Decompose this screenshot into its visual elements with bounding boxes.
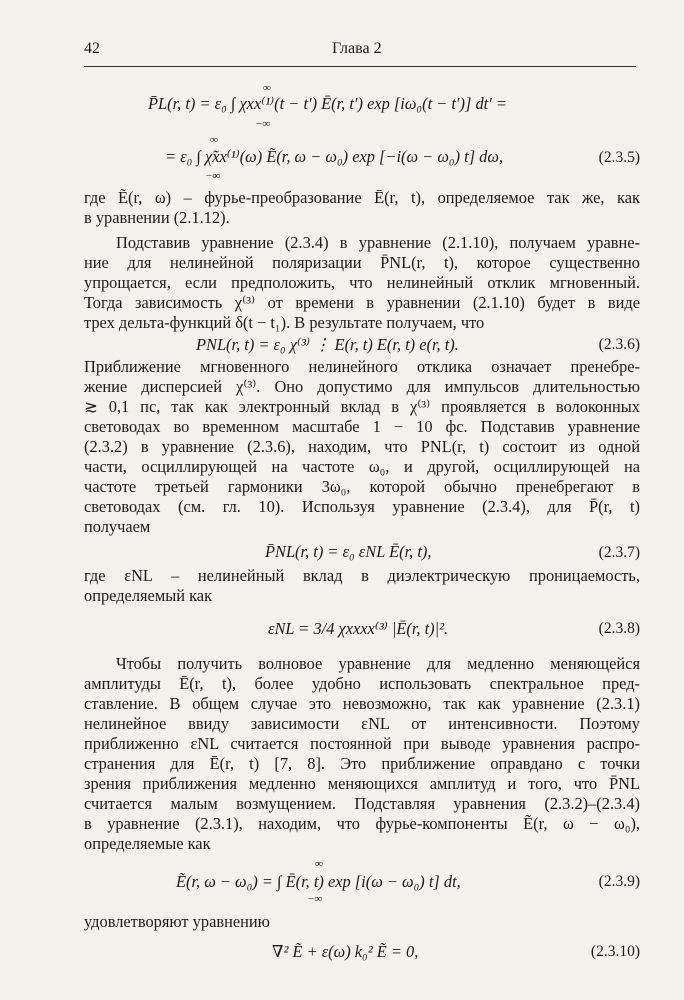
equation-number: (2.3.8) [598,620,640,637]
text-line: в уравнение (2.3.1), находим, что фурье-компоненты Ẽ(r, ω − ω₀), [84,814,640,833]
text-line: определяемые как [84,834,211,853]
text-line: ние для нелинейной поляризации P̄NL(r, t), которое существенно [84,253,640,272]
text-line: Приближение мгновенного нелинейного отклика означает пренебре- [84,357,640,376]
page-number: 42 [84,40,100,57]
equation-number: (2.3.10) [590,943,640,960]
equation-2-3-7: P̄NL(r, t) = ε₀ εNL Ē(r, t), [265,542,432,561]
equation-2-3-9: Ẽ(r, ω − ω₀) = ∫ Ē(r, t) exp [i(ω − ω₀) t] dt, [176,872,461,891]
paragraph-first-line: Подставив уравнение (2.3.4) в уравнение (2.1.10), получаем уравне- [116,233,640,252]
text-line: удовлетворяют уравнению [84,912,270,931]
text-line: (2.3.2) в уравнение (2.3.6), находим, что PNL(r, t) состоит из одной [84,437,640,456]
text-line: нелинейное ввиду зависимости εNL от интенсивности. Поэтому [84,714,640,733]
equation-2-3-5-line1: P̄L(r, t) = ε₀ ∫ χxx⁽¹⁾(t − t′) Ē(r, t′) exp [iω₀(t − t′)] dt′ = [148,94,507,113]
equation-number: (2.3.5) [598,149,640,166]
integral-upper-limit: ∞ [210,134,218,146]
text-line: частоте третьей гармоники 3ω₀, которой обычно пренебрегают в [84,477,640,496]
text-line: световодах во временном масштабе 1 − 10 фс. Подставив уравнение [84,417,640,436]
equation-2-3-5-line2: = ε₀ ∫ χ̃xx⁽¹⁾(ω) Ẽ(r, ω − ω₀) exp [−i(ω − ω₀) t] dω, [165,147,504,166]
text-line: в уравнении (2.1.12). [84,208,230,227]
equation-2-3-8: εNL = 3/4 χxxxx⁽³⁾ |Ē(r, t)|². [268,619,449,638]
text-line: где Ẽ(r, ω) – фурье-преобразование Ē(r, t), определяемое так же, как [84,188,640,207]
text-line: считается малым возмущением. Подставляя уравнения (2.3.2)–(2.3.4) [84,794,640,813]
text-line: части, осциллирующей на частоте ω₀, и другой, осциллирующей на [84,457,640,476]
text-line: определяемый как [84,586,213,605]
header-rule [84,66,636,67]
text-line: трех дельта-функций δ(t − t₁). В результате получаем, что [84,313,485,332]
text-line: амплитуды Ē(r, t), более удобно использовать спектральное пред- [84,674,640,693]
equation-2-3-6: PNL(r, t) = ε₀ χ⁽³⁾ ⋮ E(r, t) E(r, t) e(r, t). [196,335,459,354]
equation-2-3-10: ∇² Ẽ + ε(ω) k₀² Ẽ = 0, [272,942,419,961]
text-line: странения для Ē(r, t) [7, 8]. Это приближение оправдано с точки [84,754,640,773]
text-line: зрения приближения медленно меняющихся амплитуд и того, что P̄NL [84,774,640,793]
text-line: Тогда зависимость χ⁽³⁾ от времени в уравнении (2.1.10) будет в виде [84,293,640,312]
integral-upper-limit: ∞ [315,858,323,870]
text-line: световодах (см. гл. 10). Используя уравнение (2.3.4), для P̄(r, t) [84,497,640,516]
equation-number: (2.3.9) [598,873,640,890]
integral-lower-limit: −∞ [205,170,221,182]
paragraph-first-line: Чтобы получить волновое уравнение для медленно меняющейся [116,654,640,673]
text-line: жение дисперсией χ⁽³⁾. Оно допустимо для импульсов длительностью [84,377,640,396]
integral-upper-limit: ∞ [263,82,271,94]
text-line: ≳ 0,1 пс, так как электронный вклад в χ⁽³⁾ проявляется в волоконных [84,397,640,416]
text-line: приближенно εNL считается постоянной при выводе уравнения распро- [84,734,640,753]
integral-lower-limit: −∞ [307,893,323,905]
text-line: где εNL – нелинейный вклад в диэлектрическую проницаемость, [84,566,640,585]
integral-lower-limit: −∞ [255,118,271,130]
text-line: упрощается, если предположить, что нелинейный отклик мгновенный. [84,273,640,292]
equation-number: (2.3.7) [598,544,640,561]
text-line: получаем [84,517,151,536]
running-header-chapter: Глава 2 [332,40,382,57]
equation-number: (2.3.6) [598,336,640,353]
text-line: ставление. В общем случае это невозможно, так как уравнение (2.3.1) [84,694,640,713]
